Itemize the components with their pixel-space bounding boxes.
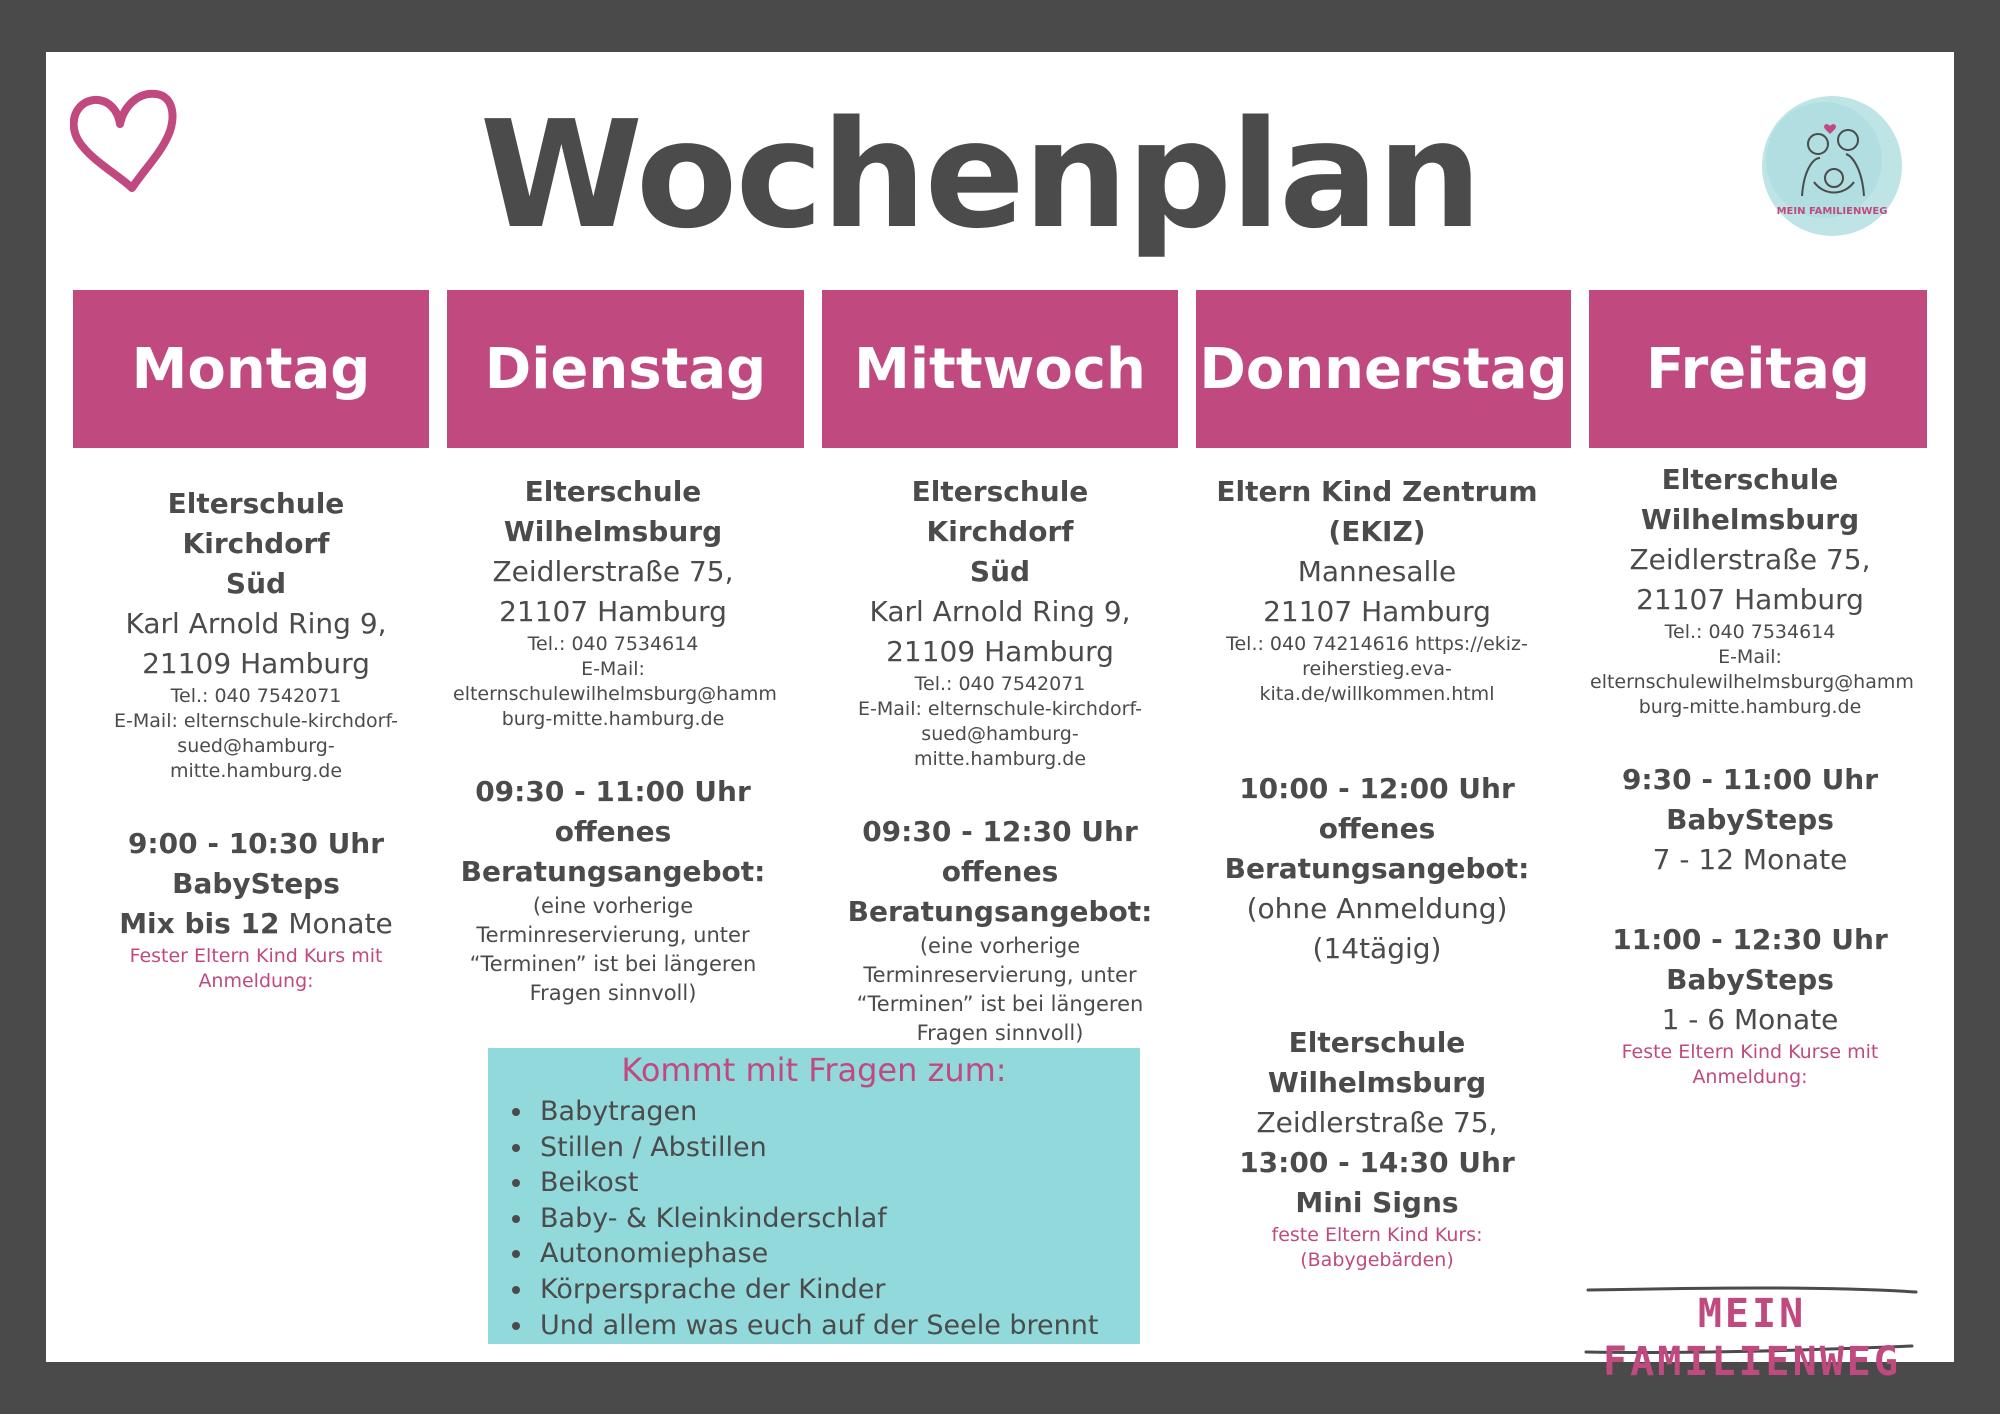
venue-name: Elterschule	[524, 475, 702, 508]
venue-name: Elterschule	[1288, 1026, 1466, 1059]
questions-list	[488, 1094, 1140, 1343]
course-name: BabySteps	[172, 867, 340, 900]
email: burg-mitte.hamburg.de	[1638, 696, 1862, 718]
course-age	[96, 904, 416, 944]
venue-name: (EKIZ)	[1328, 515, 1426, 548]
course-info: (14tägig)	[1312, 932, 1442, 965]
bullet-icon	[512, 1322, 520, 1330]
course-info: Fragen sinnvoll)	[916, 1021, 1084, 1045]
list-item-label: Körpersprache der Kinder	[540, 1273, 886, 1305]
phone: Tel.: 040 7534614	[527, 633, 699, 655]
course-name: Beratungsangebot:	[1224, 852, 1530, 885]
address: 21109 Hamburg	[886, 635, 1114, 668]
bullet-icon	[512, 1108, 520, 1116]
day-header-montag: Montag	[73, 290, 429, 448]
venue-name: Wilhelmsburg	[503, 515, 723, 548]
email: mitte.hamburg.de	[913, 748, 1087, 770]
email: mitte.hamburg.de	[169, 760, 343, 782]
course-name: Beratungsangebot:	[460, 855, 766, 888]
phone: Tel.: 040 7542071	[170, 685, 342, 707]
list-item-label: Babytragen	[540, 1096, 698, 1127]
column-freitag	[1590, 460, 1914, 1090]
course-info: Terminreservierung, unter	[863, 963, 1137, 987]
address: 21107 Hamburg	[1636, 583, 1864, 616]
venue-name: Eltern Kind Zentrum	[1216, 475, 1538, 508]
venue-name: Süd	[969, 555, 1031, 588]
venue-name: Wilhelmsburg	[1267, 1066, 1487, 1099]
day-header-freitag: Freitag	[1589, 290, 1927, 448]
course-info: (ohne Anmeldung)	[1246, 892, 1508, 925]
course-note: Feste Eltern Kind Kurse mit	[1621, 1041, 1879, 1063]
list-item	[512, 1165, 1140, 1201]
day-header-mittwoch: Mittwoch	[822, 290, 1178, 448]
course-info: “Terminen” ist bei längeren	[856, 992, 1144, 1016]
list-item	[512, 1201, 1140, 1237]
list-item-label: Beikost	[540, 1167, 639, 1199]
course-info: (eine vorherige	[532, 894, 694, 918]
address: Zeidlerstraße 75,	[1629, 543, 1871, 576]
address: 21109 Hamburg	[142, 647, 370, 680]
list-item	[512, 1236, 1140, 1272]
course-time: 9:00 - 10:30 Uhr	[127, 827, 385, 860]
address: Zeidlerstraße 75,	[1256, 1106, 1498, 1139]
address: Karl Arnold Ring 9,	[869, 595, 1131, 628]
day-header-dienstag: Dienstag	[447, 290, 804, 448]
course-name: offenes	[941, 855, 1059, 888]
course-name: BabySteps	[1666, 963, 1834, 996]
list-item	[512, 1094, 1140, 1130]
family-logo-icon	[1752, 86, 1912, 246]
column-donnerstag	[1212, 472, 1542, 1273]
phone: Tel.: 040 7542071	[914, 673, 1086, 695]
bullet-icon	[512, 1250, 520, 1258]
day-header-donnerstag: Donnerstag	[1196, 290, 1571, 448]
course-note: Anmeldung:	[1692, 1066, 1808, 1088]
questions-title: Kommt mit Fragen zum:	[621, 1051, 1007, 1089]
contact: kita.de/willkommen.html	[1259, 683, 1495, 705]
contact: Tel.: 040 74214616 https://ekiz-	[1226, 633, 1528, 655]
email: E-Mail:	[581, 658, 645, 680]
address: Zeidlerstraße 75,	[492, 555, 734, 588]
course-age: 1 - 6 Monate	[1661, 1003, 1839, 1036]
email: E-Mail: elternschule-kirchdorf-	[114, 710, 398, 732]
venue-name: Elterschule Kirchdorf	[911, 475, 1089, 548]
email: sued@hamburg-	[921, 723, 1079, 745]
contact: reiherstieg.eva-	[1302, 658, 1452, 680]
bullet-icon	[512, 1144, 520, 1152]
course-name: Mini Signs	[1295, 1186, 1459, 1219]
course-time: 09:30 - 12:30 Uhr	[862, 815, 1138, 848]
column-mittwoch	[840, 472, 1160, 1048]
course-note: Fester Eltern Kind Kurs mit	[129, 945, 383, 967]
venue-name: Süd	[225, 567, 287, 600]
list-item	[512, 1308, 1140, 1344]
email: E-Mail: elternschule-kirchdorf-	[858, 698, 1142, 720]
address: Mannesalle	[1297, 555, 1457, 588]
venue-name: Elterschule Kirchdorf	[167, 487, 345, 560]
course-age: 7 - 12 Monate	[1652, 843, 1848, 876]
course-info: “Terminen” ist bei längeren	[469, 952, 757, 976]
address: Karl Arnold Ring 9,	[125, 607, 387, 640]
course-time: 09:30 - 11:00 Uhr	[475, 775, 751, 808]
questions-box	[488, 1048, 1140, 1344]
course-name: BabySteps	[1666, 803, 1834, 836]
course-name: offenes	[554, 815, 672, 848]
list-item-label: Stillen / Abstillen	[540, 1131, 767, 1163]
email: elternschulewilhelmsburg@hamm	[1590, 671, 1914, 693]
course-note: feste Eltern Kind Kurs:	[1271, 1224, 1483, 1246]
course-note: (Babygebärden)	[1300, 1249, 1454, 1271]
course-time: 9:30 - 11:00 Uhr	[1621, 763, 1879, 796]
column-dienstag	[453, 472, 777, 1008]
list-item-label: Autonomiephase	[540, 1238, 769, 1270]
list-item	[512, 1130, 1140, 1166]
brand-name: MEIN FAMILIENWEG	[1603, 1291, 1901, 1385]
email: E-Mail:	[1718, 646, 1782, 668]
course-info: (eine vorherige	[919, 934, 1081, 958]
course-name: offenes	[1318, 812, 1436, 845]
course-info: Fragen sinnvoll)	[529, 981, 697, 1005]
email: burg-mitte.hamburg.de	[501, 708, 725, 730]
logo-text: MEIN FAMILIENWEG	[1776, 206, 1888, 217]
bullet-icon	[512, 1179, 520, 1187]
bullet-icon	[512, 1286, 520, 1294]
course-name: Beratungsangebot:	[847, 895, 1153, 928]
venue-name: Wilhelmsburg	[1640, 503, 1860, 536]
phone: Tel.: 040 7534614	[1664, 621, 1836, 643]
list-item	[512, 1272, 1140, 1308]
course-note: Anmeldung:	[198, 970, 314, 992]
course-age-bold: Mix bis 12	[119, 907, 280, 940]
course-info: Terminreservierung, unter	[476, 923, 750, 947]
course-time: 13:00 - 14:30 Uhr	[1239, 1146, 1515, 1179]
list-item-label: Und allem was euch auf der Seele brennt	[540, 1309, 1099, 1341]
list-item-label: Baby- & Kleinkinderschlaf	[540, 1202, 887, 1234]
email: elternschulewilhelmsburg@hamm	[453, 683, 777, 705]
course-age-rest: Monate	[279, 907, 393, 940]
email: sued@hamburg-	[177, 735, 335, 757]
column-montag	[96, 484, 416, 994]
address: 21107 Hamburg	[1263, 595, 1491, 628]
course-time: 11:00 - 12:30 Uhr	[1612, 923, 1888, 956]
bullet-icon	[512, 1215, 520, 1223]
page-title: Wochenplan	[479, 89, 1481, 261]
course-time: 10:00 - 12:00 Uhr	[1239, 772, 1515, 805]
address: 21107 Hamburg	[499, 595, 727, 628]
venue-name: Elterschule	[1661, 463, 1839, 496]
